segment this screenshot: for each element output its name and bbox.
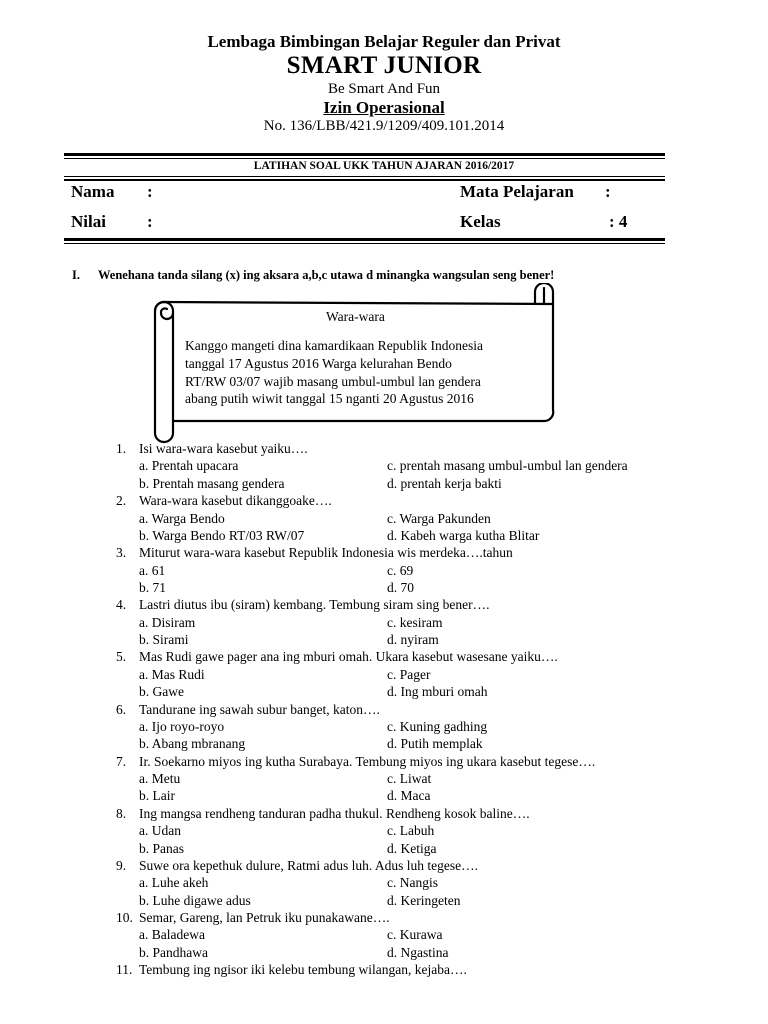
option-a: a. Ijo royo-royo: [139, 718, 225, 734]
option-a: a. 61: [139, 562, 166, 578]
option-b: b. Panas: [139, 840, 184, 856]
question-text: Ir. Soekarno miyos ing kutha Surabaya. Tembung miyos ing ukara kasebut tegese….: [139, 753, 596, 769]
question-number: 11.: [116, 962, 133, 977]
top-rule-thick: [64, 153, 665, 156]
grade-label: Nilai: [71, 212, 106, 231]
section-instruction: Wenehana tanda silang (x) ing aksara a,b,c utawa d minangka wangsulan seng bener!: [98, 268, 555, 282]
option-a: a. Warga Bendo: [139, 510, 225, 526]
info-rule-thin: [64, 243, 665, 244]
option-c: c. Warga Pakunden: [387, 510, 491, 526]
option-c: c. Labuh: [387, 823, 435, 839]
question-number: 4.: [116, 597, 127, 613]
option-d: d. 70: [387, 580, 414, 595]
option-b: b. Sirami: [139, 632, 189, 648]
option-d: d. Ketiga: [387, 840, 437, 856]
option-d: d. Maca: [387, 788, 431, 804]
option-d: d. prentah kerja bakti: [387, 475, 502, 491]
title-rule-thick: [64, 179, 665, 181]
question-number: 8.: [116, 805, 127, 821]
class-value: : 4: [609, 212, 628, 231]
option-c: c. 69: [387, 562, 414, 578]
option-a: a. Udan: [139, 823, 181, 839]
option-b: b. 71: [139, 580, 166, 595]
option-b: b. Warga Bendo RT/03 RW/07: [139, 527, 305, 543]
announcement-title: Wara-wara: [326, 309, 385, 324]
option-a: a. Mas Rudi: [139, 666, 205, 682]
institution-name: Lembaga Bimbingan Belajar Reguler dan Privat: [207, 32, 561, 51]
class-label: Kelas: [460, 212, 501, 231]
question-number: 5.: [116, 649, 127, 665]
question-number: 10.: [116, 909, 133, 925]
subject-colon: :: [605, 182, 611, 201]
subject-label: Mata Pelajaran: [460, 182, 574, 201]
announcement-line: tanggal 17 Agustus 2016 Warga kelurahan Bendo: [185, 356, 452, 371]
option-d: d. nyiram: [387, 632, 439, 648]
option-d: d. Ngastina: [387, 944, 449, 960]
option-d: d. Kabeh warga kutha Blitar: [387, 527, 540, 543]
question-text: Suwe ora kepethuk dulure, Ratmi adus luh. Adus luh tegese….: [139, 857, 478, 873]
title-rule-thin: [64, 176, 665, 177]
tagline: Be Smart And Fun: [327, 81, 441, 97]
top-rule-thin: [64, 158, 665, 159]
announcement-line: Kanggo mangeti dina kamardikaan Republik Indonesia: [185, 338, 484, 353]
option-b: b. Pandhawa: [139, 944, 208, 960]
option-c: c. prentah masang umbul-umbul lan gendera: [387, 458, 628, 474]
announcement-line: abang putih wiwit tanggal 15 nganti 20 Agustus 2016: [185, 391, 474, 406]
option-c: c. Liwat: [387, 771, 432, 786]
brand-title: SMART JUNIOR: [286, 52, 482, 79]
question-number: 6.: [116, 701, 127, 717]
info-rule-thick: [64, 238, 665, 241]
name-label: Nama: [71, 182, 115, 201]
option-a: a. Baladewa: [139, 927, 205, 943]
question-number: 9.: [116, 857, 127, 873]
name-colon: :: [147, 182, 153, 201]
option-b: b. Lair: [139, 788, 175, 804]
option-a: a. Luhe akeh: [139, 875, 209, 891]
question-text: Tandurane ing sawah subur banget, katon….: [139, 701, 380, 717]
question-text: Tembung ing ngisor iki kelebu tembung wilangan, kejaba….: [139, 962, 467, 977]
question-text: Isi wara-wara kasebut yaiku….: [139, 441, 308, 456]
option-c: c. Nangis: [387, 875, 438, 891]
option-b: b. Abang mbranang: [139, 736, 246, 752]
exam-title: LATIHAN SOAL UKK TAHUN AJARAN 2016/2017: [253, 160, 515, 172]
permit-title: Izin Operasional: [323, 98, 445, 117]
option-d: d. Ing mburi omah: [387, 684, 488, 700]
option-a: a. Metu: [139, 771, 181, 786]
question-text: Ing mangsa rendheng tanduran padha thukul. Rendheng kosok baline….: [139, 805, 530, 821]
option-b: b. Prentah masang gendera: [139, 475, 285, 491]
question-text: Lastri diutus ibu (siram) kembang. Tembung siram sing bener….: [139, 597, 490, 613]
option-c: c. Pager: [387, 666, 431, 682]
question-text: Miturut wara-wara kasebut Republik Indonesia wis merdeka….tahun: [139, 545, 513, 561]
permit-number: No. 136/LBB/421.9/1209/409.101.2014: [263, 118, 505, 134]
question-text: Semar, Gareng, lan Petruk iku punakawane….: [139, 909, 390, 925]
question-number: 3.: [116, 545, 127, 561]
announcement-line: RT/RW 03/07 wajib masang umbul-umbul lan gendera: [185, 374, 481, 389]
option-a: a. Prentah upacara: [139, 458, 239, 474]
section-number: I.: [72, 268, 80, 282]
question-text: Mas Rudi gawe pager ana ing mburi omah. Ukara kasebut wasesane yaiku….: [139, 649, 558, 665]
option-d: d. Putih memplak: [387, 736, 483, 752]
option-b: b. Gawe: [139, 684, 184, 700]
option-a: a. Disiram: [139, 614, 196, 630]
question-number: 1.: [116, 441, 127, 456]
option-c: c. kesiram: [387, 614, 443, 630]
grade-colon: :: [147, 212, 153, 231]
question-number: 7.: [116, 753, 127, 769]
question-number: 2.: [116, 493, 127, 509]
option-d: d. Keringeten: [387, 892, 461, 908]
question-text: Wara-wara kasebut dikanggoake….: [139, 493, 332, 509]
option-c: c. Kuning gadhing: [387, 718, 488, 734]
option-c: c. Kurawa: [387, 927, 443, 943]
option-b: b. Luhe digawe adus: [139, 892, 251, 908]
